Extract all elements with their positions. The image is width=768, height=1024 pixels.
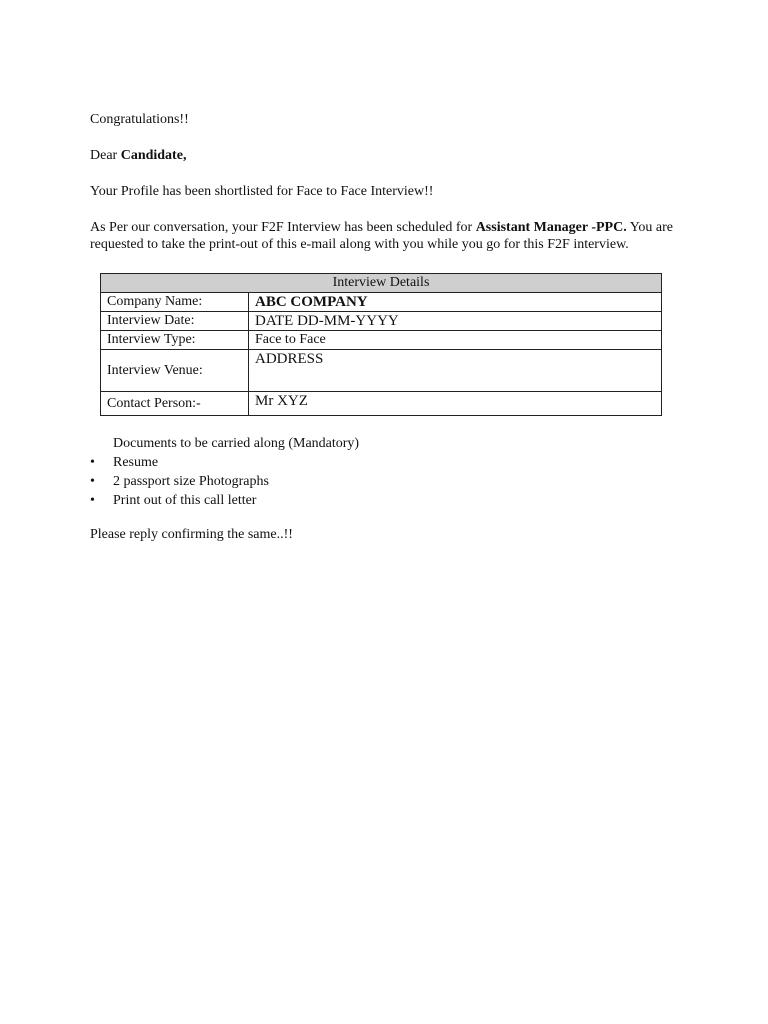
shortlist-message: Your Profile has been shortlisted for Face to Face Interview!!	[90, 184, 434, 199]
table-row-date	[101, 312, 662, 331]
salutation-name: Candidate,	[120, 148, 187, 163]
table-row-company	[101, 293, 662, 312]
bullet-icon: •	[90, 493, 95, 508]
venue-label: Interview Venue:	[101, 350, 249, 392]
letter-body	[90, 111, 680, 543]
schedule-message	[90, 219, 680, 253]
company-label: Company Name:	[101, 293, 249, 312]
table-header-row	[101, 274, 662, 293]
salutation-prefix: Dear	[90, 148, 121, 163]
contact-value: Mr XYZ	[249, 392, 662, 416]
schedule-prefix: As Per our conversation, your F2F Interview has been scheduled for	[90, 220, 476, 235]
interview-details-table	[100, 273, 662, 416]
bullet-icon: •	[90, 474, 95, 489]
type-label: Interview Type:	[101, 331, 249, 350]
documents-title: Documents to be carried along (Mandatory)	[113, 436, 360, 451]
table-header: Interview Details	[101, 274, 662, 293]
type-value: Face to Face	[249, 331, 662, 350]
document-item-resume: Resume	[113, 455, 159, 470]
company-value: ABC COMPANY	[249, 293, 662, 312]
documents-section	[90, 434, 680, 510]
salutation	[90, 147, 680, 164]
table-row-contact	[101, 392, 662, 416]
document-item-photographs: 2 passport size Photographs	[113, 474, 269, 489]
date-label: Interview Date:	[101, 312, 249, 331]
contact-label: Contact Person:-	[101, 392, 249, 416]
list-item	[90, 491, 680, 510]
table-row-venue	[101, 350, 662, 392]
schedule-suffix: You are requested to take the print-out of this e-mail along with you while you go for this F2F interview.	[90, 220, 673, 252]
closing-message: Please reply confirming the same..!!	[90, 527, 293, 542]
greeting: Congratulations!!	[90, 112, 189, 127]
position-title: Assistant Manager -PPC.	[475, 220, 627, 235]
venue-value: ADDRESS	[249, 350, 662, 392]
date-value: DATE DD-MM-YYYY	[249, 312, 662, 331]
list-item	[90, 453, 680, 472]
documents-list	[90, 453, 680, 510]
document-item-call-letter: Print out of this call letter	[113, 493, 257, 508]
list-item	[90, 472, 680, 491]
bullet-icon: •	[90, 455, 95, 470]
table-row-type	[101, 331, 662, 350]
